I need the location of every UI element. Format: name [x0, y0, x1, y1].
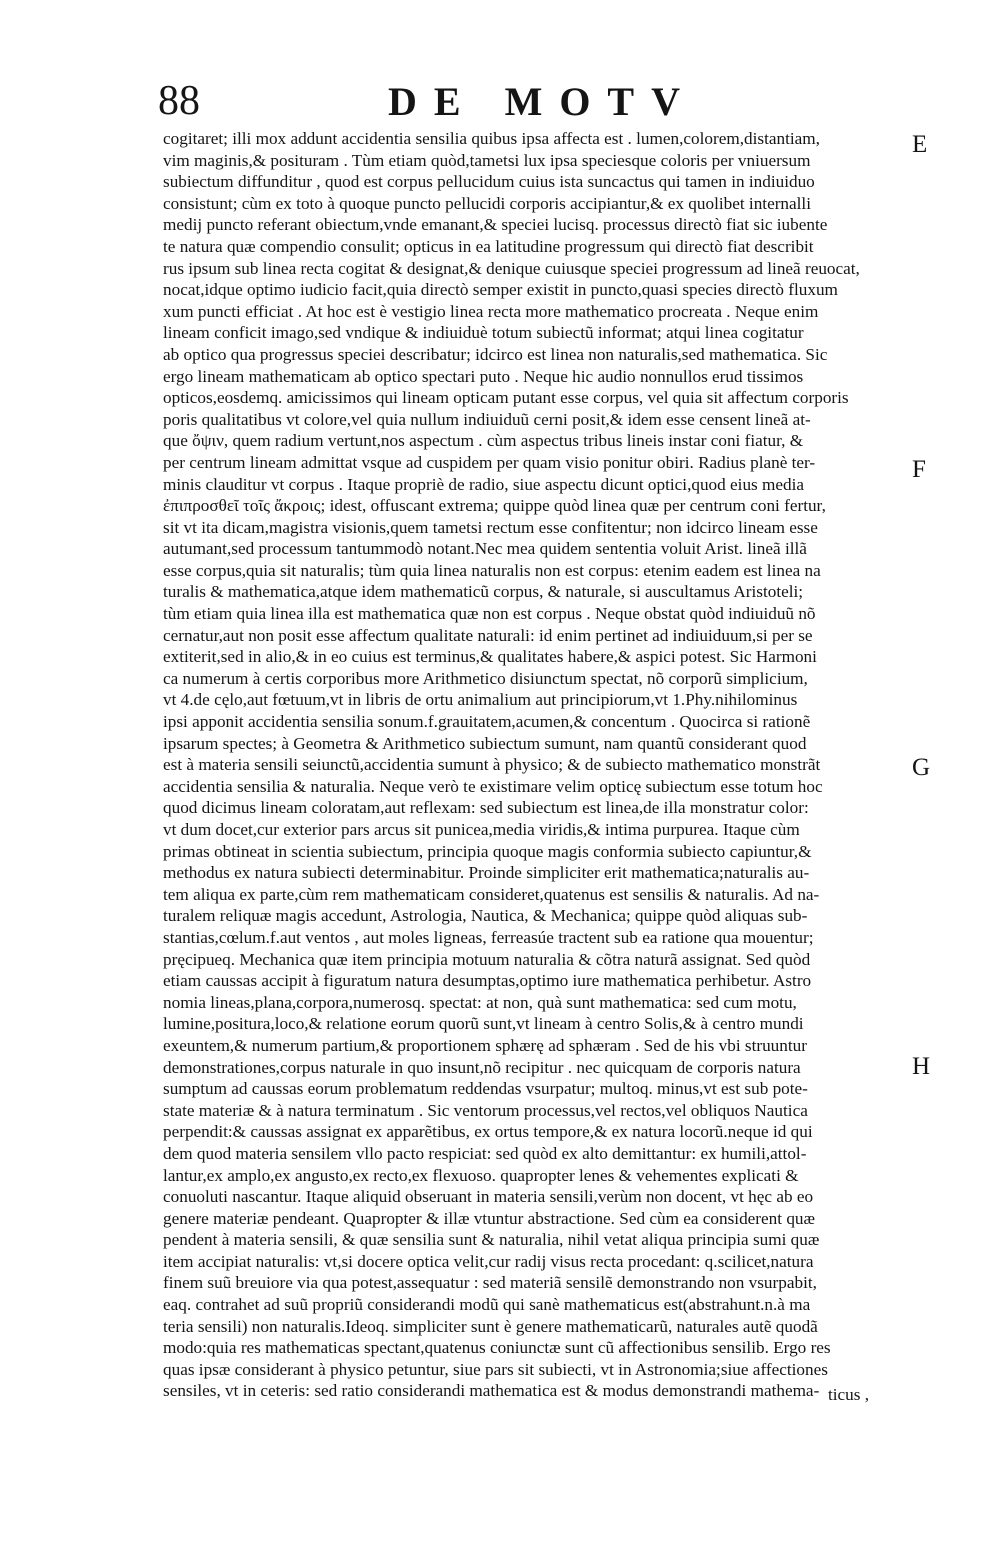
text-line: dem quod materia sensilem vllo pacto respiciat: sed quòd ex alto demittantur: ex humili,attol- [163, 1143, 807, 1163]
text-line: opticos,eosdemq. amicissimos qui lineam opticam putant esse corpus, vel quia sit affectum corporis [163, 388, 849, 408]
text-line: teria sensili) non naturalis.Ideoq. simpliciter sunt è genere mathematicarũ, naturales autẽ quodã [163, 1316, 818, 1336]
text-line: lumine,positura,loco,& relatione eorum quorũ sunt,vt lineam à centro Solis,& à centro mundi [163, 1014, 804, 1034]
margin-letter-e: E [912, 131, 928, 158]
text-line: sensiles, vt in ceteris: sed ratio considerandi mathematica est & modus demonstrandi mathema- [163, 1381, 820, 1401]
text-line: poris qualitatibus vt colore,vel quia nullum indiuiduũ cerni posit,& idem esse censent lineã at- [163, 409, 811, 429]
margin-letter-g: G [912, 754, 931, 781]
text-line: turalem reliquæ magis accedunt, Astrologia, Nautica, & Mechanica; quippe quòd aliquas sub- [163, 906, 808, 926]
margin-letter-f: F [912, 456, 926, 483]
text-line: conuoluti nascantur. Itaque aliquid obseruant in materia sensili,verùm non docent, vt hęc ab eo [163, 1187, 814, 1207]
text-line: minis clauditur vt corpus . Itaque propriè de radio, siue aspectu dicunt optici,quod eius media [163, 474, 805, 494]
text-line: rus ipsum sub linea recta cogitat & designat,& denique cuiusque speciei progressum ad lineã reuocat, [163, 258, 860, 278]
text-line: est à materia sensili seiunctũ,accidentia sumunt à physico; & de subiecto mathematico monstrãt [163, 755, 821, 775]
text-line: state materiæ & à natura terminatum . Sic ventorum processus,vel rectos,vel obliquos Nautica [163, 1100, 808, 1120]
text-line: medij puncto referant obiectum,vnde emanant,& speciei lucisq. processus directò fiat sic iubente [163, 215, 828, 235]
text-line: accidentia sensilia & naturalia. Neque verò te existimare velim opticę subiectum esse totum hoc [163, 776, 823, 796]
text-line: finem suũ breuiore via qua potest,assequatur : sed materiã sensilẽ demonstrando non vsurpabit, [163, 1273, 817, 1293]
text-line: primas obtineat in scientia subiectum, principia quoque magis conformia subiecto capiuntur,& [163, 841, 812, 861]
running-head: DE MOTV [388, 79, 697, 124]
text-line: xum puncti efficiat . At hoc est è vestigio linea recta more mathematico procreata . Neque enim [163, 301, 819, 321]
text-line: exeuntem,& numerum partium,& proportionem sphærę ad sphæram . Sed de his vbi struuntur [163, 1035, 807, 1055]
text-line: modo:quia res mathematicas spectant,quatenus coniunctæ sunt cũ affectionibus sensilib. Ergo res [163, 1338, 831, 1358]
text-line: quas ipsæ considerant à physico petuntur, siue pars sit subiecti, vt in Astronomia;siue affectiones [163, 1359, 828, 1379]
text-line: perpendit:& caussas assignat ex apparẽtibus, ex ortus tempore,& ex natura locorũ.neque id qui [163, 1122, 813, 1142]
text-line: tùm etiam quia linea illa est mathematica quæ non est corpus . Neque obstat quòd indiuiduũ nõ [163, 604, 816, 624]
text-line: tem aliqua ex parte,cùm rem mathematicam consideret,quatenus est sensilis & naturalis. Ad na- [163, 884, 820, 904]
text-line: te natura quæ compendio consulit; opticus in ea latitudine progressum qui directò fiat describit [163, 236, 814, 256]
text-line: stantias,cœlum.f.aut ventos , aut moles ligneas, ferreasúe tractent sub ea ratione qua mouentur; [163, 927, 814, 947]
text-line: lineam conficit imago,sed vndique & indiuiduè totum subiectũ informat; atqui linea cogitatur [163, 323, 804, 343]
text-line: cogitaret; illi mox addunt accidentia sensilia quibus ipsa affecta est . lumen,colorem,distantiam, [163, 129, 820, 148]
text-line: esse corpus,quia sit naturalis; tùm quia linea naturalis non est corpus: etenim eadem est linea na [163, 560, 821, 580]
text-line: pręcipueq. Mechanica quæ item principia motuum naturalia & cõtra naturã assignat. Sed quòd [163, 949, 811, 969]
text-line: nocat,idque optimo iudicio facit,quia directò semper existit in puncto,quasi species directò fluxum [163, 280, 838, 300]
text-line: ipsi apponit accidentia sensilia sonum.f.grauitatem,acumen,& concentum . Quocirca si rationẽ [163, 712, 811, 732]
text-line: extiterit,sed in alio,& in eo cuius est terminus,& qualitates habere,& aspici potest. Sic Harmoni [163, 647, 817, 667]
text-line: autumant,sed processum tantummodò notant.Nec mea quidem sententia voluit Arist. lineã illã [163, 539, 807, 559]
text-line: ergo lineam mathematicam ab optico spectari puto . Neque hic audio nonnullos erud tissimos [163, 366, 804, 386]
text-line: turalis & mathematica,atque idem mathematicũ corpus, & naturale, si auscultamus Aristoteli; [163, 582, 804, 602]
text-line: quod dicimus lineam coloratam,aut reflexam: sed subiectum est linea,de illa monstratur color: [163, 798, 809, 818]
text-line: item accipiat naturalis: vt,si docere optica velit,cur radij visus recta procedant: q.scilicet,natura [163, 1251, 814, 1271]
text-line: subiectum diffunditur , quod est corpus pellucidum cuius ista suncactus qui tamen in indiuiduo [163, 172, 815, 192]
text-line: nomia lineas,plana,corpora,numerosq. spectat: at non, quà sunt mathematica: sed cum motu, [163, 992, 797, 1012]
text-line: ab optico qua progressus speciei describatur; idcirco est linea non naturalis,sed mathematica. Sic [163, 344, 828, 364]
body-text [163, 128, 903, 1402]
text-line: sumptum ad caussas eorum problematum reddendas vsurpatur; multoq. minus,vt est sub pote- [163, 1079, 808, 1099]
text-line: cernatur,aut non posit esse affectum qualitate naturali: id enim pertinet ad indiuiduum,si per se [163, 625, 813, 645]
text-line: ipsarum spectes; à Geometra & Arithmetico subiectum sumunt, nam quantũ considerant quod [163, 733, 807, 753]
text-line: etiam caussas accipit à figuratum natura desumptas,optimo iure mathematica perhibetur. Astro [163, 971, 812, 991]
text-line: per centrum lineam admittat vsque ad cuspidem per quam visio ponitur obiri. Radius planè ter- [163, 452, 816, 472]
text-line: vt 4.de cęlo,aut fœtuum,vt in libris de ortu animalium aut principiorum,vt 1.Phy.nihilominus [163, 690, 798, 710]
catchword: ticus , [828, 1385, 870, 1404]
margin-letter-h: H [912, 1053, 931, 1080]
text-line: que ὄψιν, quem radium vertunt,nos aspectum . cùm aspectus tribus lineis instar coni fiatur, & [163, 431, 804, 451]
text-line: lantur,ex amplo,ex angusto,ex recto,ex flexuoso. quapropter lenes & vehementes explicati & [163, 1165, 799, 1185]
text-line: methodus ex natura subiecti determinabitur. Proinde simpliciter erit mathematica;naturalis au- [163, 863, 810, 883]
text-line: eaq. contrahet ad suũ propriũ considerandi modũ qui sanè mathematicus est(abstrahunt.n.à ma [163, 1295, 811, 1315]
text-line: ca numerum à certis corporibus more Arithmetico disiunctum spectat, nõ corporũ simplicium, [163, 668, 808, 688]
text-line: demonstrationes,corpus naturale in quo insunt,nõ recipitur . nec quicquam de corporis natura [163, 1057, 801, 1077]
text-line: vim maginis,& posituram . Tùm etiam quòd,tametsi lux ipsa speciesque coloris per vniuersum [163, 150, 811, 170]
text-line: ἐπιπροσθεῖ τοῖς ἄκροις; idest, offuscant extrema; quippe quòd linea quæ per centrum coni fertur, [163, 496, 826, 516]
text-line: vt dum docet,cur exterior pars arcus sit punicea,media viridis,& intima purpurea. Itaque cùm [163, 820, 800, 839]
text-line: genere materiæ pendeant. Quapropter & illæ vtuntur abstractione. Sed cùm ea considerent quæ [163, 1208, 815, 1228]
text-line: sit vt ita dicam,magistra visionis,quem tametsi rectum esse confitentur; non idcirco lineam esse [163, 517, 818, 537]
text-line: consistunt; cùm ex toto à quoque puncto pellucidi corporis accipiantur,& ex quolibet internalli [163, 193, 811, 213]
page-number: 88 [158, 78, 200, 124]
text-line: pendent à materia sensili, & quæ sensilia sunt & naturalia, nihil vetat aliqua principia sumi quæ [163, 1230, 820, 1250]
